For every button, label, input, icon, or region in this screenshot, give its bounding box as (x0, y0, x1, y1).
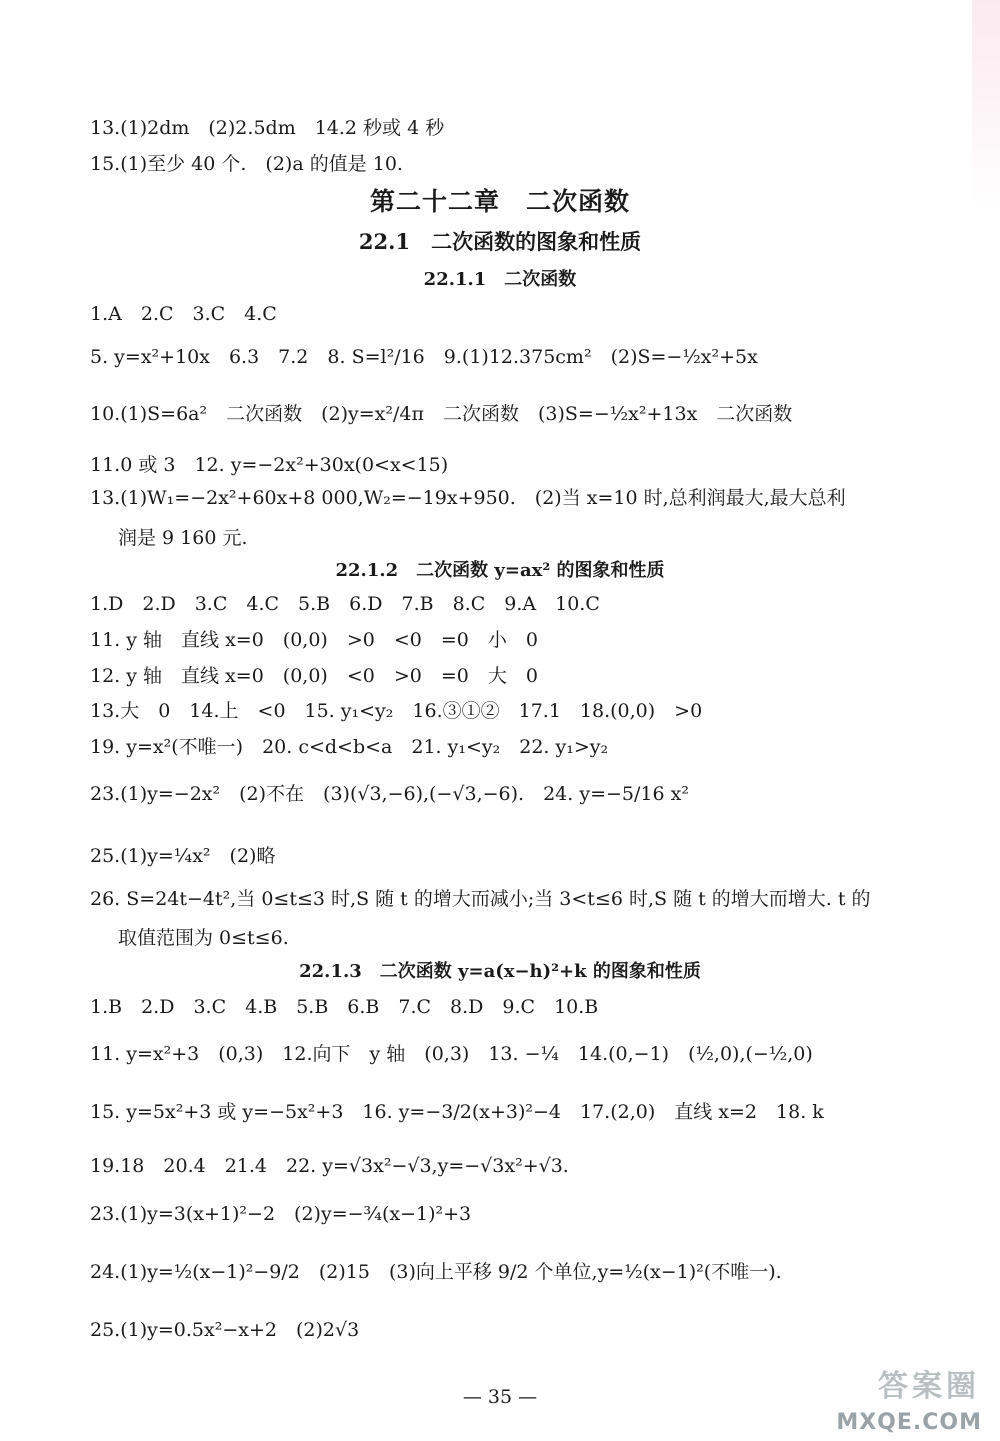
subsection-title: 22.1.3 二次函数 y=a(x−h)²+k 的图象和性质 (299, 961, 701, 982)
watermark-url: MXQE.COM (836, 1410, 982, 1435)
answer-line: 1.D 2.D 3.C 4.C 5.B 6.D 7.B 8.C 9.A 10.C (90, 593, 600, 615)
answer-line: 15.(1)至少 40 个. (2)a 的值是 10. (90, 153, 403, 175)
answer-line: 11. y 轴 直线 x=0 (0,0) >0 <0 =0 小 0 (90, 629, 538, 651)
answer-line: 13.(1)W₁=−2x²+60x+8 000,W₂=−19x+950. (2)当 x=10 时,总利润最大,最大总利 (90, 487, 846, 509)
answer-line: 13.(1)2dm (2)2.5dm 14.2 秒或 4 秒 (90, 117, 445, 139)
section-title: 22.1 二次函数的图象和性质 (358, 229, 642, 254)
chapter-title: 第二十二章 二次函数 (369, 187, 630, 216)
page-edge-tint (972, 0, 1000, 210)
answer-line: 5. y=x²+10x 6.3 7.2 8. S=l²/16 9.(1)12.375cm² (2)S=−½x²+5x (90, 346, 758, 368)
answer-line: 13.大 0 14.上 <0 15. y₁<y₂ 16.③①② 17.1 18.(0,0) >0 (90, 700, 703, 722)
answer-line: 23.(1)y=−2x² (2)不在 (3)(√3,−6),(−√3,−6). 24. y=−5/16 x² (90, 783, 689, 805)
answer-line: 15. y=5x²+3 或 y=−5x²+3 16. y=−3/2(x+3)²−4 17.(2,0) 直线 x=2 18. k (90, 1101, 824, 1123)
answer-line: 11.0 或 3 12. y=−2x²+30x(0<x<15) (90, 454, 449, 476)
watermark-logo: 答案圈 (878, 1369, 980, 1404)
answer-line: 25.(1)y=¼x² (2)略 (90, 845, 276, 867)
page-number: — 35 — (462, 1386, 538, 1408)
subsection-title: 22.1.1 二次函数 (423, 269, 577, 290)
answer-line: 1.B 2.D 3.C 4.B 5.B 6.B 7.C 8.D 9.C 10.B (90, 996, 599, 1018)
subsection-title: 22.1.2 二次函数 y=ax² 的图象和性质 (335, 560, 665, 581)
answer-line: 19. y=x²(不唯一) 20. c<d<b<a 21. y₁<y₂ 22. y₁>y₂ (90, 736, 609, 758)
answer-line: 1.A 2.C 3.C 4.C (90, 303, 277, 325)
answer-line: 润是 9 160 元. (118, 527, 248, 549)
answer-line: 10.(1)S=6a² 二次函数 (2)y=x²/4π 二次函数 (3)S=−½x²+13x 二次函数 (90, 403, 793, 425)
answer-line: 11. y=x²+3 (0,3) 12.向下 y 轴 (0,3) 13. −¼ 14.(0,−1) (½,0),(−½,0) (90, 1043, 813, 1065)
answer-line: 19.18 20.4 21.4 22. y=√3x²−√3,y=−√3x²+√3. (90, 1155, 569, 1177)
answer-line: 12. y 轴 直线 x=0 (0,0) <0 >0 =0 大 0 (90, 665, 538, 687)
answer-line: 23.(1)y=3(x+1)²−2 (2)y=−¾(x−1)²+3 (90, 1203, 472, 1225)
answer-line: 26. S=24t−4t²,当 0≤t≤3 时,S 随 t 的增大而减小;当 3<t≤6 时,S 随 t 的增大而增大. t 的 (90, 888, 871, 910)
answer-line: 25.(1)y=0.5x²−x+2 (2)2√3 (90, 1319, 360, 1341)
answer-line: 取值范围为 0≤t≤6. (118, 927, 289, 949)
answer-line: 24.(1)y=½(x−1)²−9/2 (2)15 (3)向上平移 9/2 个单位,y=½(x−1)²(不唯一). (90, 1261, 782, 1283)
